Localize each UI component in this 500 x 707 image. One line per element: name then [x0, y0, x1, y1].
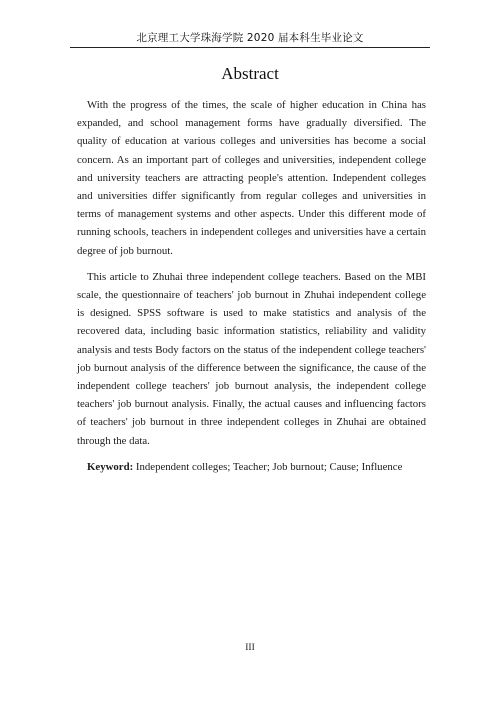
running-header: 北京理工大学珠海学院 2020 届本科生毕业论文 — [136, 32, 364, 44]
keywords-list: Independent colleges; Teacher; Job burnout; Cause; Influence — [133, 460, 403, 473]
abstract-title: Abstract — [221, 64, 279, 83]
page-number: III — [245, 643, 255, 653]
abstract-paragraph-1: With the progress of the times, the scale of higher education in China has expanded, and school management forms have gradually diversified. The quality of education at various colleges and universities has become a social concern. As an important part of colleges and universities, independent college and university teachers are attracting people's attention. Independent colleges and universities differ significantly from regular colleges and universities in terms of management systems and other aspects. Under this different mode of running schools, teachers in independent colleges and universities have a certain degree of job burnout. — [77, 99, 426, 257]
keywords-label: Keyword: — [87, 460, 134, 473]
abstract-paragraph-2: This article to Zhuhai three independent college teachers. Based on the MBI scale, the questionnaire of teachers' job burnout in Zhuhai independent college is designed. SPSS software is used to make statistics and analysis of the recovered data, including basic information statistics, reliability and validity analysis and tests Body factors on the status of the independent college teachers' job burnout analysis of the difference between the significance, the cause of the independent college teachers' job burnout analysis, the independent college teachers' job burnout analysis. Finally, the actual causes and influencing factors of teachers' job burnout in three independent colleges in Zhuhai are obtained through the data. — [77, 270, 426, 447]
abstract-body — [77, 96, 426, 484]
header-divider — [70, 47, 430, 48]
keywords-line — [77, 458, 426, 476]
